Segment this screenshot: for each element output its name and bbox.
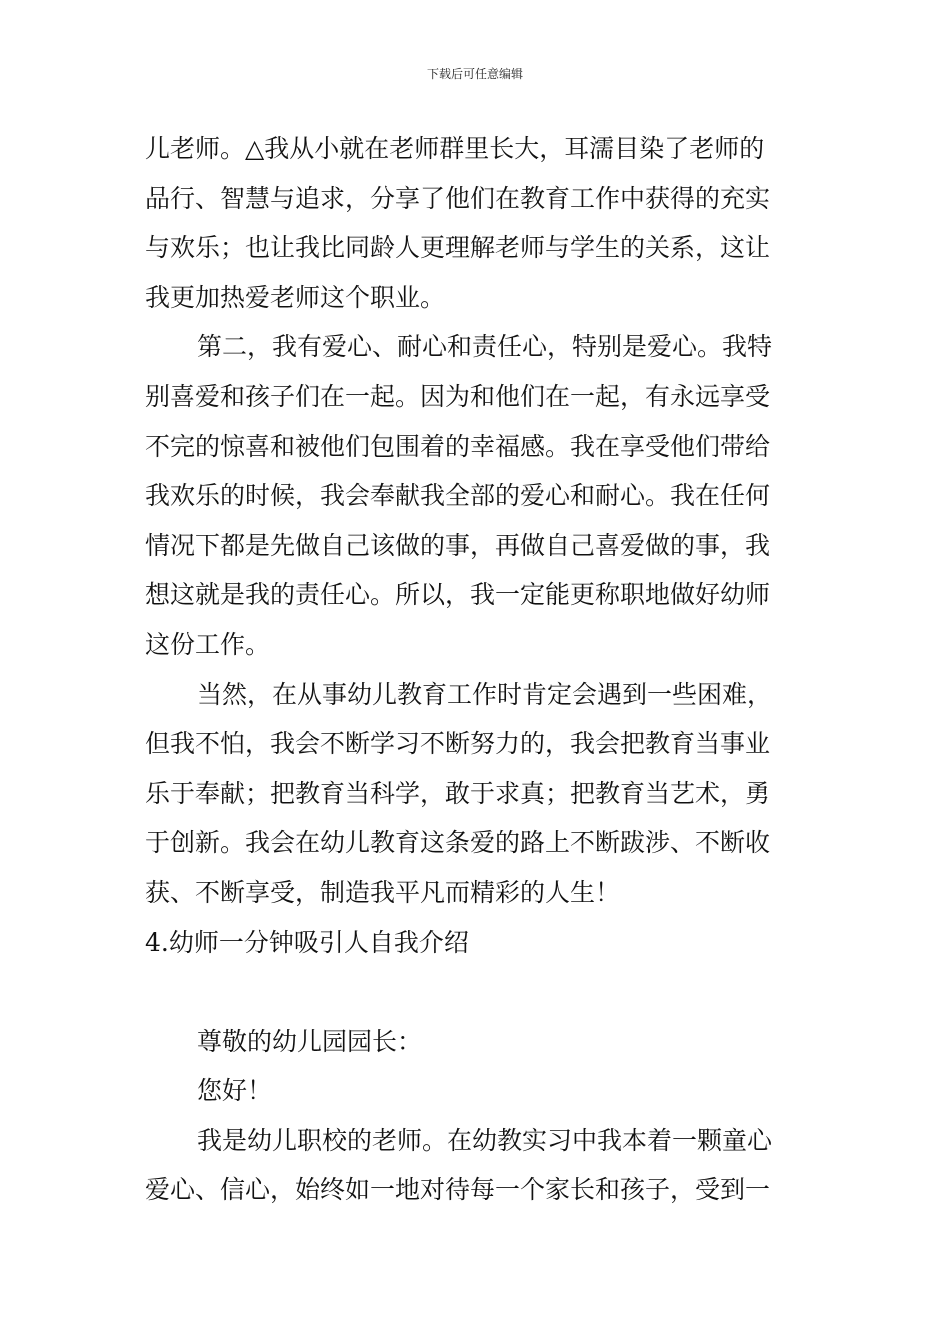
text-line: 乐于奉献；把教育当科学，敢于求真；把教育当艺术，勇 (145, 778, 771, 808)
page-header: 下载后可任意编辑 (426, 67, 523, 81)
greeting-line: 您好！ (197, 1076, 273, 1106)
text-line: 儿老师。△我从小就在老师群里长大，耳濡目染了老师的 (145, 134, 765, 163)
text-line: 情况下都是先做自己该做的事，再做自己喜爱做的事，我 (145, 530, 771, 560)
paragraph-start-line: 我是幼儿职校的老师。在幼教实习中我本着一颗童心 (197, 1125, 773, 1155)
salutation-line: 尊敬的幼儿园园长： (197, 1026, 423, 1056)
text-line: 于创新。我会在幼儿教育这条爱的路上不断跋涉、不断收 (145, 828, 771, 858)
text-line: 品行、智慧与追求，分享了他们在教育工作中获得的充实 (145, 183, 771, 213)
text-line: 想这就是我的责任心。所以，我一定能更称职地做好幼师 (145, 580, 771, 610)
paragraph-start-line: 第二，我有爱心、耐心和责任心，特别是爱心。我特 (197, 332, 773, 362)
text-line: 与欢乐；也让我比同龄人更理解老师与学生的关系，这让 (145, 233, 771, 263)
text-line: 获、不断享受，制造我平凡而精彩的人生！ (145, 877, 621, 907)
text-line: 别喜爱和孩子们在一起。因为和他们在一起，有永远享受 (145, 381, 771, 411)
text-line: 不完的惊喜和被他们包围着的幸福感。我在享受他们带给 (145, 431, 771, 461)
text-line: 但我不怕，我会不断学习不断努力的，我会把教育当事业 (145, 729, 771, 759)
document-body (145, 124, 810, 1215)
text-line: 爱心、信心，始终如一地对待每一个家长和孩子，受到一 (145, 1175, 771, 1205)
text-line: 我欢乐的时候，我会奉献我全部的爱心和耐心。我在任何 (145, 481, 771, 511)
section-heading: 4.幼师一分钟吸引人自我介绍 (145, 927, 469, 957)
blank-line (145, 967, 810, 1017)
text-line: 我更加热爱老师这个职业。 (145, 282, 446, 312)
text-line: 这份工作。 (145, 629, 271, 659)
paragraph-start-line: 当然，在从事幼儿教育工作时肯定会遇到一些困难， (197, 679, 773, 709)
